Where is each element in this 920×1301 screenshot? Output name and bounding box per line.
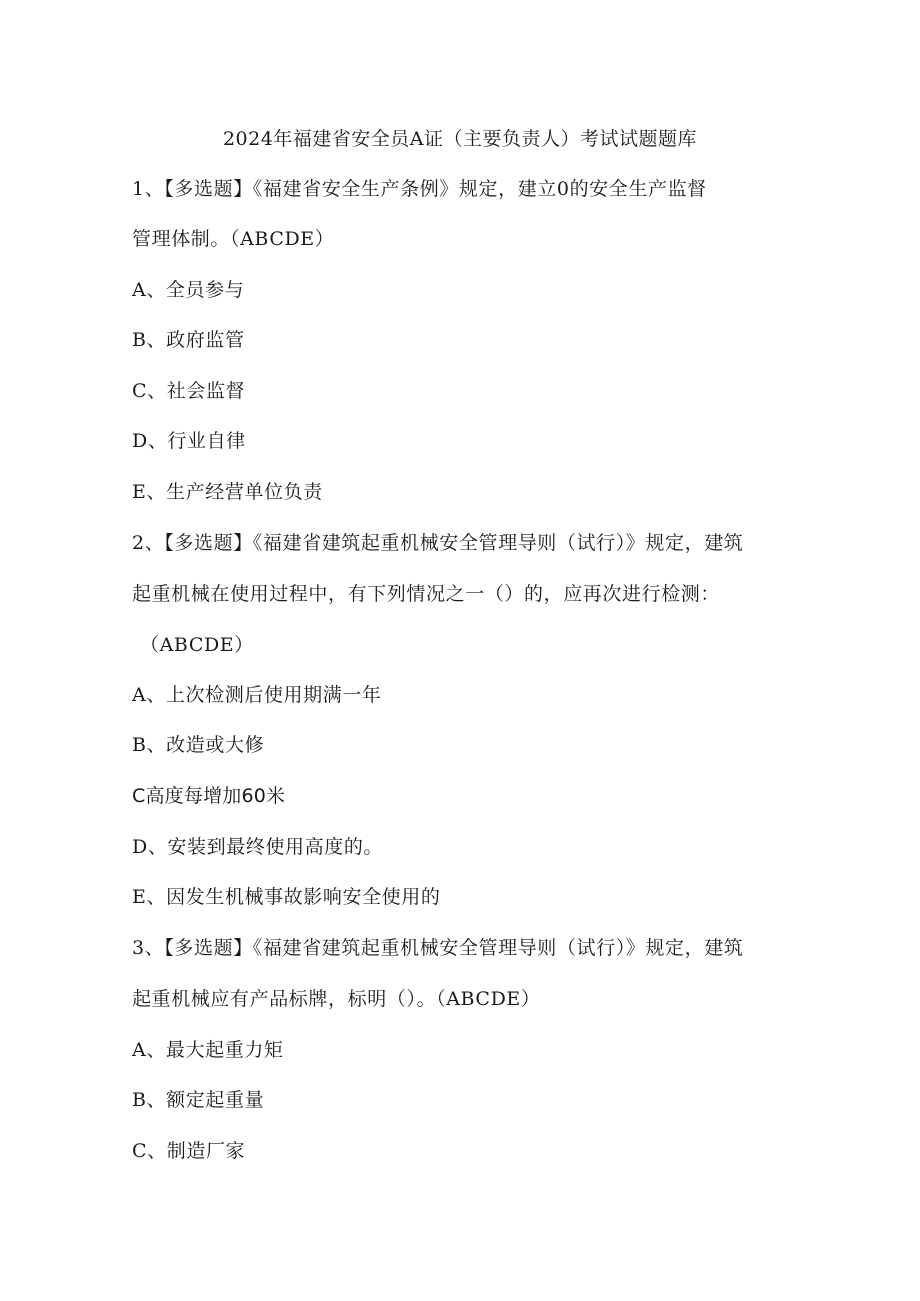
question-1-option-d: D、行业自律 [132, 430, 246, 452]
question-1-option-b: B、政府监管 [132, 329, 245, 351]
question-3-text-line-2: 起重机械应有产品标牌，标明（）。（ABCDE） [132, 988, 541, 1010]
question-1-text-line-1: 1、【多选题】《福建省安全生产条例》规定，建立0的安全生产监督 [132, 178, 707, 200]
question-2-option-d: D、安装到最终使用高度的。 [132, 836, 384, 858]
document-title: 2024年福建省安全员A证（主要负责人）考试试题题库 [222, 128, 698, 150]
question-2-option-e: E、因发生机械事故影响安全使用的 [132, 886, 441, 908]
question-1-option-c: C、社会监督 [132, 380, 246, 402]
question-2-option-a: A、上次检测后使用期满一年 [132, 684, 382, 706]
question-3-option-c: C、制造厂家 [132, 1140, 246, 1162]
question-3-text-line-1: 3、【多选题】《福建省建筑起重机械安全管理导则（试行）》规定，建筑 [132, 937, 744, 959]
question-2-option-c: C高度每增加60米 [132, 785, 286, 807]
question-1-option-e: E、生产经营单位负责 [132, 481, 323, 503]
question-2-text-line-1: 2、【多选题】《福建省建筑起重机械安全管理导则（试行）》规定，建筑 [132, 532, 744, 554]
question-3-option-b: B、额定起重量 [132, 1089, 265, 1111]
question-2-text-line-2: 起重机械在使用过程中，有下列情况之一（）的，应再次进行检测： [132, 583, 721, 605]
question-1-option-a: A、全员参与 [132, 279, 245, 301]
question-2-option-b: B、改造或大修 [132, 734, 265, 756]
question-1-text-line-2: 管理体制。（ABCDE） [132, 228, 335, 250]
question-2-answer: （ABCDE） [140, 634, 254, 656]
question-3-option-a: A、最大起重力矩 [132, 1039, 284, 1061]
